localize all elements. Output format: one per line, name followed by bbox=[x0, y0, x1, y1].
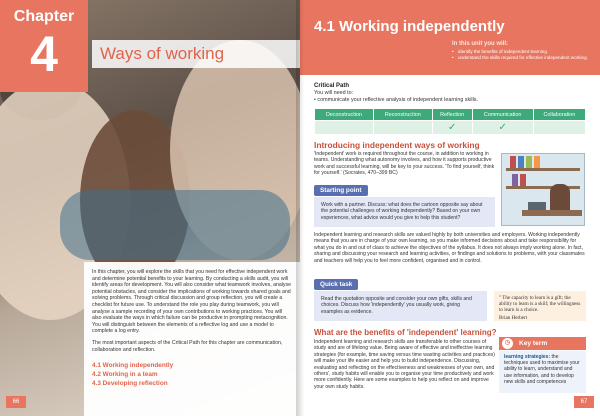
key-term-word: learning strategies: bbox=[504, 354, 551, 360]
page-number-left: 66 bbox=[6, 396, 26, 408]
intro-text: 'Independent' work is required throughout the course, in addition to working in teams. Understanding what autonomy involves, and how it supports productive work and successful learning, will be key to your success. 'To find yourself, think for yourself.' (Socrates, 470–399 BC) bbox=[314, 151, 495, 177]
intro-paragraph-2: The most important aspects of the Critical Path for this chapter are communication, collaboration and reflection. bbox=[92, 339, 283, 353]
photo-laptop bbox=[60, 190, 290, 260]
key-icon: ◷ bbox=[502, 338, 513, 349]
unit-list bbox=[452, 49, 594, 61]
column-header: Communication bbox=[472, 109, 533, 121]
chapter-number: 4 bbox=[30, 26, 58, 82]
benefits-text: Independent learning and research skills are transferable to other courses of study and are of lifelong value. Being aware of effective and ineffective learning strategies (for example, time saving versus time wasting activities and practices) will make your life easier and help you to build independence. Discussing, evaluating and reflecting on the effectiveness and weaknesses of your own, and others', study habits will enable you to organise your time productively and work more confidently. Here are some examples to help you reflect on and improve your own study habits. bbox=[314, 339, 495, 390]
key-term-definition: the techniques used to maximise your ability to learn, understand and use information, and to develop new skills and competences bbox=[504, 354, 580, 385]
chapter-contents bbox=[92, 361, 292, 388]
quote-text: " The capacity to learn is a gift; the ability to learn is a skill; the willingness to learn is a choice. bbox=[499, 295, 581, 314]
chapter-badge bbox=[0, 0, 88, 92]
check-cell bbox=[533, 121, 585, 135]
column-header: Reflection bbox=[432, 109, 472, 121]
column-header: Deconstruction bbox=[315, 109, 374, 121]
quote-author: Brian Herbert bbox=[499, 314, 528, 321]
right-page bbox=[300, 0, 600, 416]
body-text: Independent learning and research skills are valued highly by both universities and employers. Working independently means that you are in charge of your own learning, so you make informed decisions about and take responsibility for what you do in and out of class to achieve the objectives of the syllabus. It does not always imply working alone. In fact, sharing and discussing your research and learning activities, or findings and solutions to problems, with your classmates and teachers will help you to feel more confident, organised and in control. bbox=[314, 232, 585, 264]
toc-item[interactable]: 4.2 Working in a team bbox=[92, 371, 158, 379]
toc-item[interactable]: 4.3 Developing reflection bbox=[92, 380, 168, 388]
quick-task-tag: Quick task bbox=[314, 279, 358, 290]
page-number-right: 67 bbox=[574, 396, 594, 408]
key-term-header bbox=[499, 337, 586, 350]
critical-path-title: Critical Path bbox=[314, 83, 350, 89]
page-gutter bbox=[296, 0, 304, 416]
book-icon bbox=[526, 156, 532, 168]
column-header: Reconstruction bbox=[373, 109, 432, 121]
cartoon-illustration bbox=[501, 153, 585, 226]
intro-paragraph-1: In this chapter, you will explore the skills that you need for effective independent work and determine potential benefits to your learning. By conducting a skills audit, you will identify areas for development. You will also consider what teamwork involves, analyse potential obstacles, and consider the implications of working towards shared goals and solving problems. Through critical discussion and group reflection, you will create a checklist for future use. To understand the role you play during teamwork, you will analyse a sample recording of your own contributions to working practices. You will also evaluate the ways in which failure can be productive in prompting metacognition. You will distinguish between the elements of a reflective log and use a model to complete a log entry. bbox=[92, 269, 291, 335]
column-header: Collaboration bbox=[533, 109, 585, 121]
book-icon bbox=[520, 174, 526, 186]
book-icon bbox=[510, 156, 516, 168]
unit-item: • understand the skills required for effective independent working. bbox=[452, 55, 594, 61]
starting-point-panel: Work with a partner. Discuss: what does the cartoon opposite say about the potential challenges of working independently? Based on your own experiences, what advice would you give to help this student? bbox=[314, 197, 495, 227]
critical-path-table bbox=[314, 108, 586, 135]
quick-task-panel: Read the quotation opposite and consider your own gifts, skills and choices. Discuss how 'independently' you usually work, giving examples as evidence. bbox=[314, 291, 487, 321]
critical-path-item: • communicate your reflective analysis of independent learning skills. bbox=[314, 97, 478, 103]
chapter-label: Chapter bbox=[13, 8, 75, 25]
section-title: 4.1 Working independently bbox=[314, 18, 505, 35]
unit-goals bbox=[446, 38, 600, 75]
key-term-label: Key term bbox=[519, 340, 548, 347]
check-cell: ✓ bbox=[432, 121, 472, 135]
check-cell bbox=[315, 121, 374, 135]
unit-item: • identify the benefits of independent learning bbox=[452, 49, 594, 55]
starting-point-tag: Starting point bbox=[314, 185, 368, 196]
benefits-heading: What are the benefits of 'independent' learning? bbox=[314, 328, 497, 337]
chapter-title: Ways of working bbox=[92, 40, 300, 68]
key-term-body bbox=[499, 351, 586, 393]
shelf bbox=[506, 168, 580, 171]
book-icon bbox=[534, 156, 540, 168]
critical-path-need: You will need to: bbox=[314, 90, 354, 96]
check-cell bbox=[373, 121, 432, 135]
desk bbox=[522, 210, 582, 216]
quote-box bbox=[494, 291, 586, 321]
check-cell: ✓ bbox=[472, 121, 533, 135]
intro-heading: Introducing independent ways of working bbox=[314, 140, 480, 150]
laptop-icon bbox=[528, 202, 546, 210]
chapter-intro bbox=[84, 262, 300, 416]
toc-item[interactable]: 4.1 Working independently bbox=[92, 362, 174, 370]
book-icon bbox=[518, 156, 524, 168]
unit-heading: In this unit you will: bbox=[452, 41, 508, 47]
book-icon bbox=[512, 174, 518, 186]
